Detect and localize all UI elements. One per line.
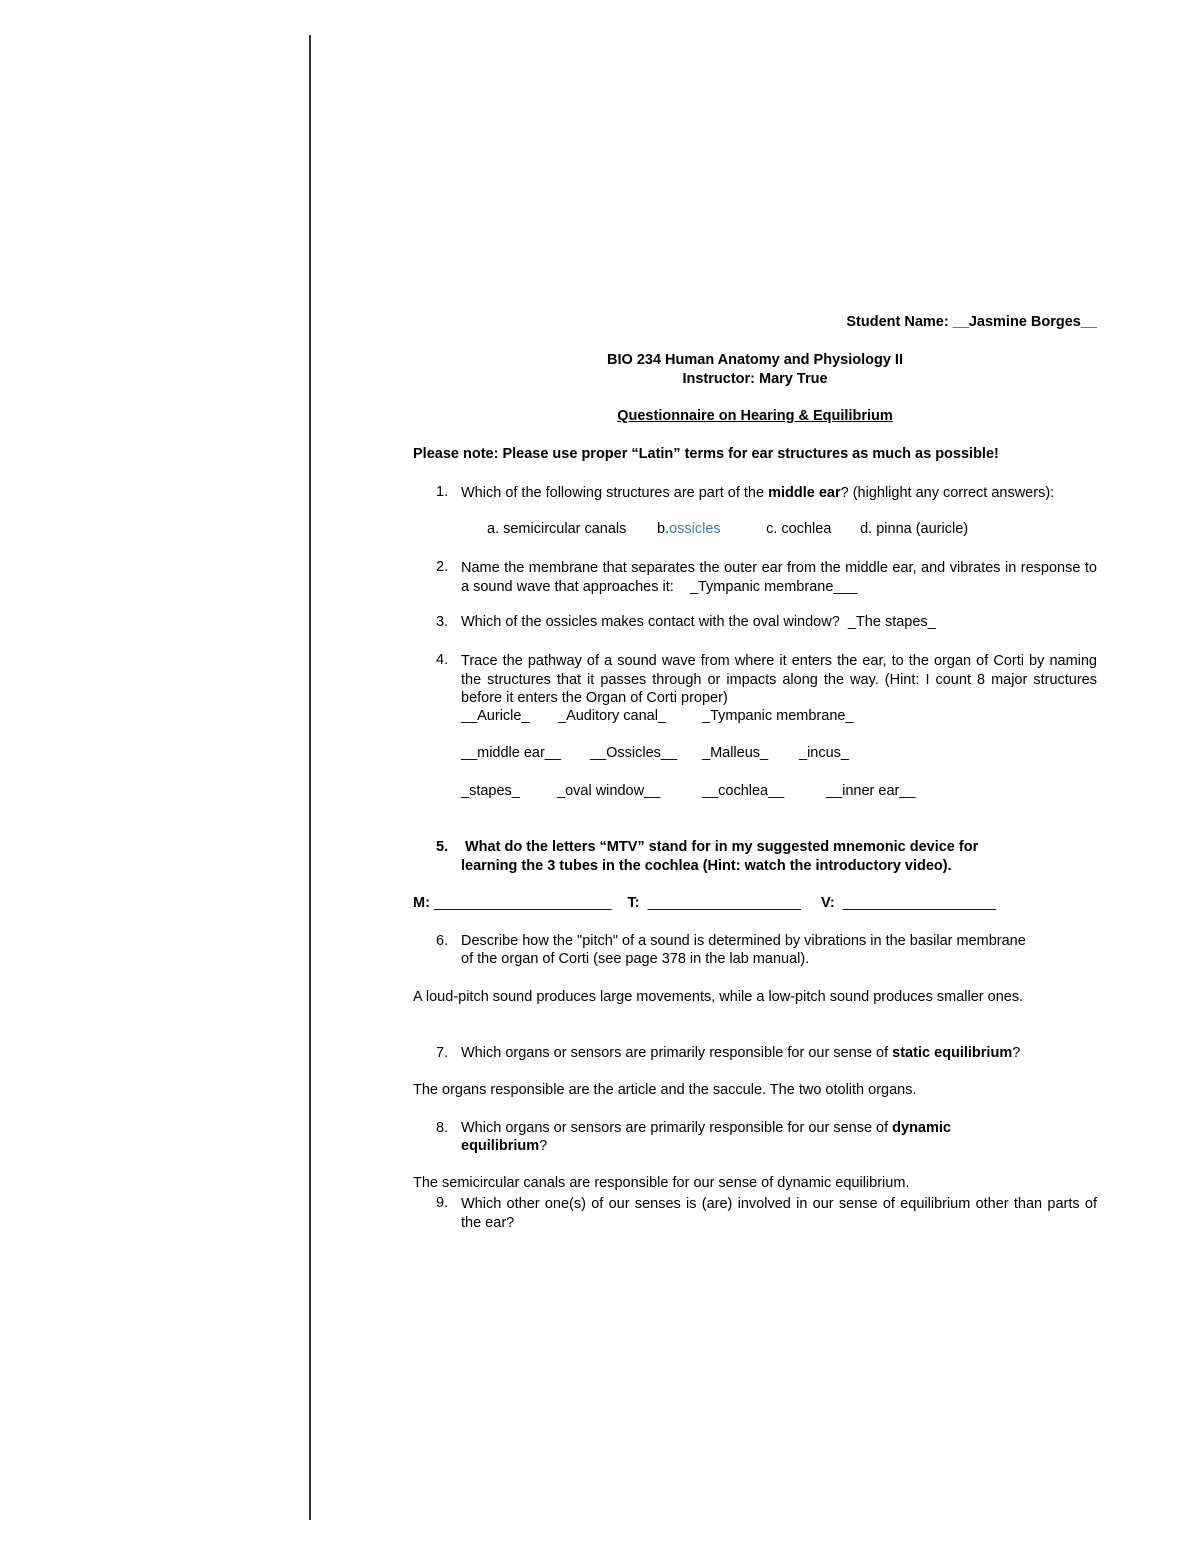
q6-answer: A loud-pitch sound produces large movements, while a low-pitch sound produces smaller ones. — [413, 989, 1024, 1005]
q7-answer: The organs responsible are the article and the saccule. The two otolith organs. — [413, 1082, 917, 1098]
page-title: Questionnaire on Hearing & Equilibrium — [617, 408, 893, 424]
q5-mtv-blanks — [413, 895, 996, 911]
q3-answer: _The stapes_ — [847, 614, 936, 630]
page-margin-line — [309, 35, 311, 1520]
q2-question: Name the membrane that separates the outer ear from the middle ear, and vibrates in response to a sound wave that approaches it: — [461, 560, 1097, 595]
q6-number: 6. — [436, 933, 449, 949]
q5-m-label: M: — [413, 895, 430, 911]
q5-m-blank[interactable]: ______________________ — [433, 895, 612, 911]
q4-answer-row-3 — [461, 783, 916, 799]
q4-answer-row-1 — [461, 708, 854, 724]
q5-line-2: learning the 3 tubes in the cochlea (Hint: watch the introductory video). — [461, 858, 952, 874]
instructor-line: Instructor: Mary True — [682, 371, 828, 387]
q1-text — [461, 484, 1097, 503]
q8-answer: The semicircular canals are responsible for our sense of dynamic equilibrium. — [413, 1175, 910, 1191]
q9-text: Which other one(s) of our senses is (are) involved in our sense of equilibrium other than parts of the ear? — [461, 1196, 1097, 1231]
q7-bold: static equilibrium — [892, 1045, 1013, 1061]
q5-number: 5. — [436, 839, 449, 855]
q7-number: 7. — [436, 1045, 449, 1061]
q7-post: ? — [1012, 1045, 1021, 1061]
q4-text: Trace the pathway of a sound wave from where it enters the ear, to the organ of Corti by naming the structures that it passes through or impacts along the way. (Hint: I count 8 major structures before it enters the Organ of Corti proper) — [461, 653, 1097, 706]
q8-post: ? — [539, 1138, 548, 1154]
q1-pre: Which of the following structures are part of the — [461, 485, 769, 501]
q5-line-1: What do the letters “MTV” stand for in my suggested mnemonic device for — [465, 839, 979, 855]
q4-answer-auditory-canal: _Auditory canal_ — [558, 708, 667, 724]
q8-line-2 — [461, 1138, 547, 1154]
q1-number: 1. — [436, 484, 449, 500]
q1-option-a: a. semicircular canals — [487, 521, 627, 537]
note-line: Please note: Please use proper “Latin” terms for ear structures as much as possible! — [413, 446, 999, 462]
q9-number: 9. — [436, 1195, 449, 1211]
q2-number: 2. — [436, 559, 449, 575]
q8-bold-1: dynamic — [892, 1120, 951, 1136]
q4-answer-stapes: _stapes_ — [461, 783, 520, 799]
student-name-label: Student Name: — [846, 314, 949, 330]
q1-bold: middle ear — [768, 485, 841, 501]
student-name-line — [846, 314, 1097, 330]
q8-line-1 — [461, 1120, 951, 1136]
q4-answer-cochlea: __cochlea__ — [702, 783, 785, 799]
q2-text — [461, 559, 1097, 596]
q4-answer-ossicles: __Ossicles__ — [590, 745, 678, 761]
q7-pre: Which organs or sensors are primarily responsible for our sense of — [461, 1045, 893, 1061]
q1-option-c: c. cochlea — [766, 521, 832, 537]
q6-line-1: Describe how the "pitch" of a sound is determined by vibrations in the basilar membrane — [461, 933, 1026, 949]
q4-answer-inner-ear: __inner ear__ — [826, 783, 916, 799]
q3-question: Which of the ossicles makes contact with the oval window? — [461, 614, 840, 630]
q4-number: 4. — [436, 652, 449, 668]
q5-t-label: T: — [627, 895, 640, 911]
q4-answer-auricle: __Auricle_ — [461, 708, 530, 724]
q5-v-label: V: — [821, 895, 835, 911]
q4-answer-row-2 — [461, 745, 849, 761]
q4-answer-tympanic-membrane: _Tympanic membrane_ — [702, 708, 854, 724]
q3-text — [461, 614, 936, 630]
q1-options — [487, 521, 968, 537]
q8-pre: Which organs or sensors are primarily responsible for our sense of — [461, 1120, 893, 1136]
q1-option-b-highlighted: ossicles — [669, 521, 721, 537]
q8-number: 8. — [436, 1120, 449, 1136]
q4-answer-malleus: _Malleus_ — [702, 745, 769, 761]
q7-text — [461, 1045, 1020, 1061]
q1-option-d: d. pinna (auricle) — [860, 521, 969, 537]
course-title: BIO 234 Human Anatomy and Physiology II — [607, 352, 903, 368]
student-name-value: __Jasmine Borges__ — [952, 314, 1097, 330]
q8-bold-2: equilibrium — [461, 1138, 540, 1154]
q5-t-blank[interactable]: ___________________ — [647, 895, 801, 911]
q4-answer-oval-window: _oval window__ — [557, 783, 661, 799]
q2-answer: _Tympanic membrane___ — [689, 578, 858, 595]
q3-number: 3. — [436, 614, 449, 630]
q4-answer-incus: _incus_ — [799, 745, 849, 761]
q5-v-blank[interactable]: ___________________ — [842, 895, 997, 911]
q6-line-2: of the organ of Corti (see page 378 in the lab manual). — [461, 951, 810, 967]
q1-post: ? (highlight any correct answers): — [840, 485, 1055, 501]
q1-option-b-label: b. — [657, 521, 670, 537]
q4-answer-middle-ear: __middle ear__ — [461, 745, 561, 761]
